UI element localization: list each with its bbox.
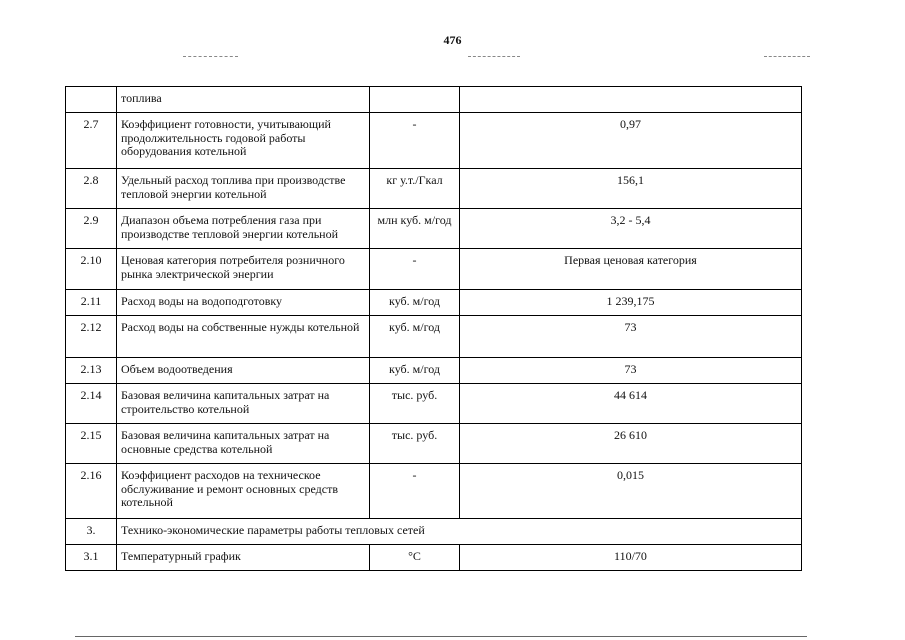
parameter-name: Ценовая категория потребителя розничного рынка электрической энергии [117, 249, 370, 290]
row-number [66, 87, 117, 113]
parameter-value: 110/70 [460, 545, 802, 571]
table-row [66, 464, 802, 519]
row-number: 3.1 [66, 545, 117, 571]
table-row [66, 87, 802, 113]
parameter-value: 3,2 - 5,4 [460, 209, 802, 249]
section-row [66, 519, 802, 545]
table-row [66, 169, 802, 209]
table-row [66, 424, 802, 464]
row-number: 2.11 [66, 290, 117, 316]
table-row [66, 113, 802, 169]
parameters-table [65, 86, 802, 571]
row-number: 2.13 [66, 358, 117, 384]
page-number: 476 [443, 33, 462, 47]
table-row [66, 545, 802, 571]
scan-artifact [468, 56, 520, 57]
unit-of-measure: куб. м/год [370, 358, 460, 384]
unit-of-measure: °С [370, 545, 460, 571]
parameter-value: 73 [460, 316, 802, 358]
table-row [66, 384, 802, 424]
unit-of-measure: тыс. руб. [370, 424, 460, 464]
parameter-value: 73 [460, 358, 802, 384]
parameter-name: Коэффициент расходов на техническое обслуживание и ремонт основных средств котельной [117, 464, 370, 519]
parameter-name: Базовая величина капитальных затрат на строительство котельной [117, 384, 370, 424]
parameter-name: топлива [117, 87, 370, 113]
parameter-value: 1 239,175 [460, 290, 802, 316]
unit-of-measure: - [370, 113, 460, 169]
table-row [66, 209, 802, 249]
unit-of-measure: куб. м/год [370, 316, 460, 358]
unit-of-measure: куб. м/год [370, 290, 460, 316]
parameter-name: Объем водоотведения [117, 358, 370, 384]
row-number: 2.7 [66, 113, 117, 169]
row-number: 2.12 [66, 316, 117, 358]
row-number: 2.16 [66, 464, 117, 519]
parameter-value: 44 614 [460, 384, 802, 424]
unit-of-measure: тыс. руб. [370, 384, 460, 424]
parameter-name: Удельный расход топлива при производстве тепловой энергии котельной [117, 169, 370, 209]
unit-of-measure: - [370, 464, 460, 519]
table-row [66, 316, 802, 358]
unit-of-measure: млн куб. м/год [370, 209, 460, 249]
parameter-name: Температурный график [117, 545, 370, 571]
parameter-name: Коэффициент готовности, учитывающий продолжительность годовой работы оборудования котельной [117, 113, 370, 169]
table-row [66, 290, 802, 316]
unit-of-measure [370, 87, 460, 113]
parameter-value: 0,015 [460, 464, 802, 519]
parameter-value [460, 87, 802, 113]
table-row [66, 358, 802, 384]
parameter-value: 156,1 [460, 169, 802, 209]
parameter-name: Расход воды на водоподготовку [117, 290, 370, 316]
row-number: 2.15 [66, 424, 117, 464]
page-bottom-rule [75, 636, 807, 637]
row-number: 2.8 [66, 169, 117, 209]
row-number: 2.10 [66, 249, 117, 290]
parameter-value: Первая ценовая категория [460, 249, 802, 290]
parameter-name: Диапазон объема потребления газа при производстве тепловой энергии котельной [117, 209, 370, 249]
row-number: 2.9 [66, 209, 117, 249]
parameter-value: 0,97 [460, 113, 802, 169]
unit-of-measure: кг у.т./Гкал [370, 169, 460, 209]
scan-artifact [183, 56, 238, 57]
scan-artifact [764, 56, 810, 57]
section-number: 3. [66, 519, 117, 545]
parameter-value: 26 610 [460, 424, 802, 464]
section-title: Технико-экономические параметры работы тепловых сетей [117, 519, 802, 545]
parameter-name: Базовая величина капитальных затрат на основные средства котельной [117, 424, 370, 464]
row-number: 2.14 [66, 384, 117, 424]
unit-of-measure: - [370, 249, 460, 290]
table-row [66, 249, 802, 290]
parameter-name: Расход воды на собственные нужды котельной [117, 316, 370, 358]
